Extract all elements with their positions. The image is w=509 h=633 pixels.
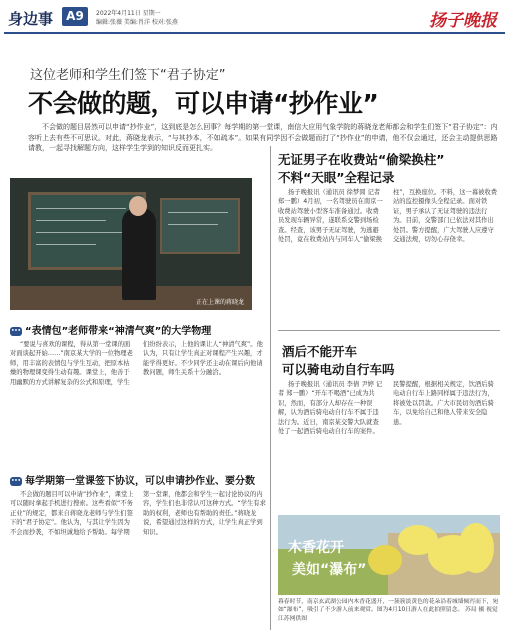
story-divider <box>278 330 500 331</box>
teacher-head <box>129 196 147 216</box>
page-number-badge: A9 <box>62 7 88 26</box>
column-divider <box>270 146 271 630</box>
speech-bubble-icon: ••• <box>11 327 21 334</box>
story-title-text: 每学期第一堂课签下协议，可以申请抄作业、要分数 <box>25 476 255 487</box>
flower-photo <box>278 515 500 595</box>
teacher-figure <box>122 208 156 300</box>
story-body: 扬子晚报讯（通讯员 徐梦圆 记者 郑一鹏）4月初，一名驾驶员在南京一收费站驾驶小型客车准备通过。收费员发现车辆异常，遂联系交警到场检查。经查，该男子无证驾驶，为逃避处罚，竟在收费站内与同车人“偷梁换柱”，互换座位。不料，这一幕被收费站的监控摄像头全程记录。面对铁证，男子承认了无证驾驶的违法行为。目前，交警部门已依法对其作出处罚。警方提醒，广大驾驶人应遵守交通法规，切勿心存侥幸。 <box>278 189 498 244</box>
story-body: 扬子晚报讯（通讯员 李倩 尹婷 记者 郑一鹏）“开车不喝酒”已成为共识，然而，有部分人却存在一种误解，认为酒后骑电动自行车不属于违法行为。近日，南京某交警大队就查处了一起酒后骑电动自行车的案件。民警提醒，根据相关规定，饮酒后骑电动自行车上路同样属于违法行为，将被处以罚款。广大市民切勿酒后骑车，以免给自己和他人带来安全隐患。 <box>278 381 494 436</box>
photo-title-line1: 木香花开 <box>288 540 344 556</box>
photo-caption: 暮春时节，南京玄武湖公园内木香花盛开，一簇簇淡黄色的花朵沿着城墙倾泻而下，宛如“瀑布”，吸引了不少游人前来观赏。图为4月10日游人在此拍照留念。 苏局 摄 视觉江苏网供图 <box>278 599 499 622</box>
story-title <box>10 472 255 487</box>
classroom-photo <box>10 178 252 310</box>
editor-credits: 编辑:张薇 美编:肖洋 校对:张燕 <box>96 19 178 26</box>
section-name: 身边事 <box>8 10 54 28</box>
story-title-text: “表情包”老师带来“神清气爽”的大学物理 <box>25 326 212 337</box>
blackboard-side <box>160 198 240 254</box>
story-title <box>10 322 211 337</box>
blossom-cluster <box>458 523 494 573</box>
photo-title-line2: 美如“瀑布” <box>292 562 367 578</box>
story-body: 不会做的题目可以申请“抄作业”，课堂上可以随时拿起手机进行搜索。这些看似“不务正业”的规定，都来自蒋晓龙老师与学生们签下的“君子协定”。他认为，与其让学生因为不会而抄袭，不如坦诚地给予帮助。每学期第一堂课，他都会和学生一起讨论协议的内容，学生们也非常认可这种方式。“学生有求助的权利，老师也有帮助的责任。”蒋晓龙说，希望通过这样的方式，让学生真正学到知识。 <box>10 491 266 536</box>
story-title-line1: 无证男子在收费站“偷梁换柱” <box>278 152 445 167</box>
page-header <box>4 4 505 34</box>
speech-bubble-icon: ••• <box>11 477 21 484</box>
lead-intro: 不会做的题目居然可以申请“抄作业”，这到底是怎么回事？每学期的第一堂课，南信大应用气象学院的蒋晓龙老师都会和学生们签下“君子协定”：内容听上去有些不可思议。对此，蒋晓龙表示，“与其抄本，不如疏本”。如果有同学因不会做题而打了“抄作业”的申请，他不仅会通过，还会主动提供思路请教，一起寻找解题方向，这样学生学到的知识反而更扎实。 <box>28 123 498 152</box>
story-body: “要说与喜欢的课程，得从第一堂课的面对面谈起开始……”南京某大学的一位物理老师，用丰富的表情包与学生互动，把原本枯燥的物理课变得生动有趣。课堂上，他善于用幽默的方式讲解复杂的公式和原理，学生们纷纷表示，上他的课让人“神清气爽”。他认为，只有让学生真正对课程产生兴趣，才能学得更好。不少同学还主动在课后向他请教问题，师生关系十分融洽。 <box>10 341 263 386</box>
photo-caption: 正在上课的蒋晓龙 <box>195 299 244 306</box>
lead-headline: 不会做的题，可以申请“抄作业” <box>28 89 379 118</box>
newspaper-logo: 扬子晚报 <box>429 11 497 31</box>
story-title-line2: 不料“天眼”全程记录 <box>278 170 395 185</box>
issue-date: 2022年4月11日 星期一 <box>96 10 161 17</box>
lead-kicker: 这位老师和学生们签下“君子协定” <box>30 68 226 83</box>
story-title-line2: 可以骑电动自行车吗 <box>282 362 395 377</box>
story-title-line1: 酒后不能开车 <box>282 344 358 359</box>
blossom-cluster <box>368 545 402 575</box>
